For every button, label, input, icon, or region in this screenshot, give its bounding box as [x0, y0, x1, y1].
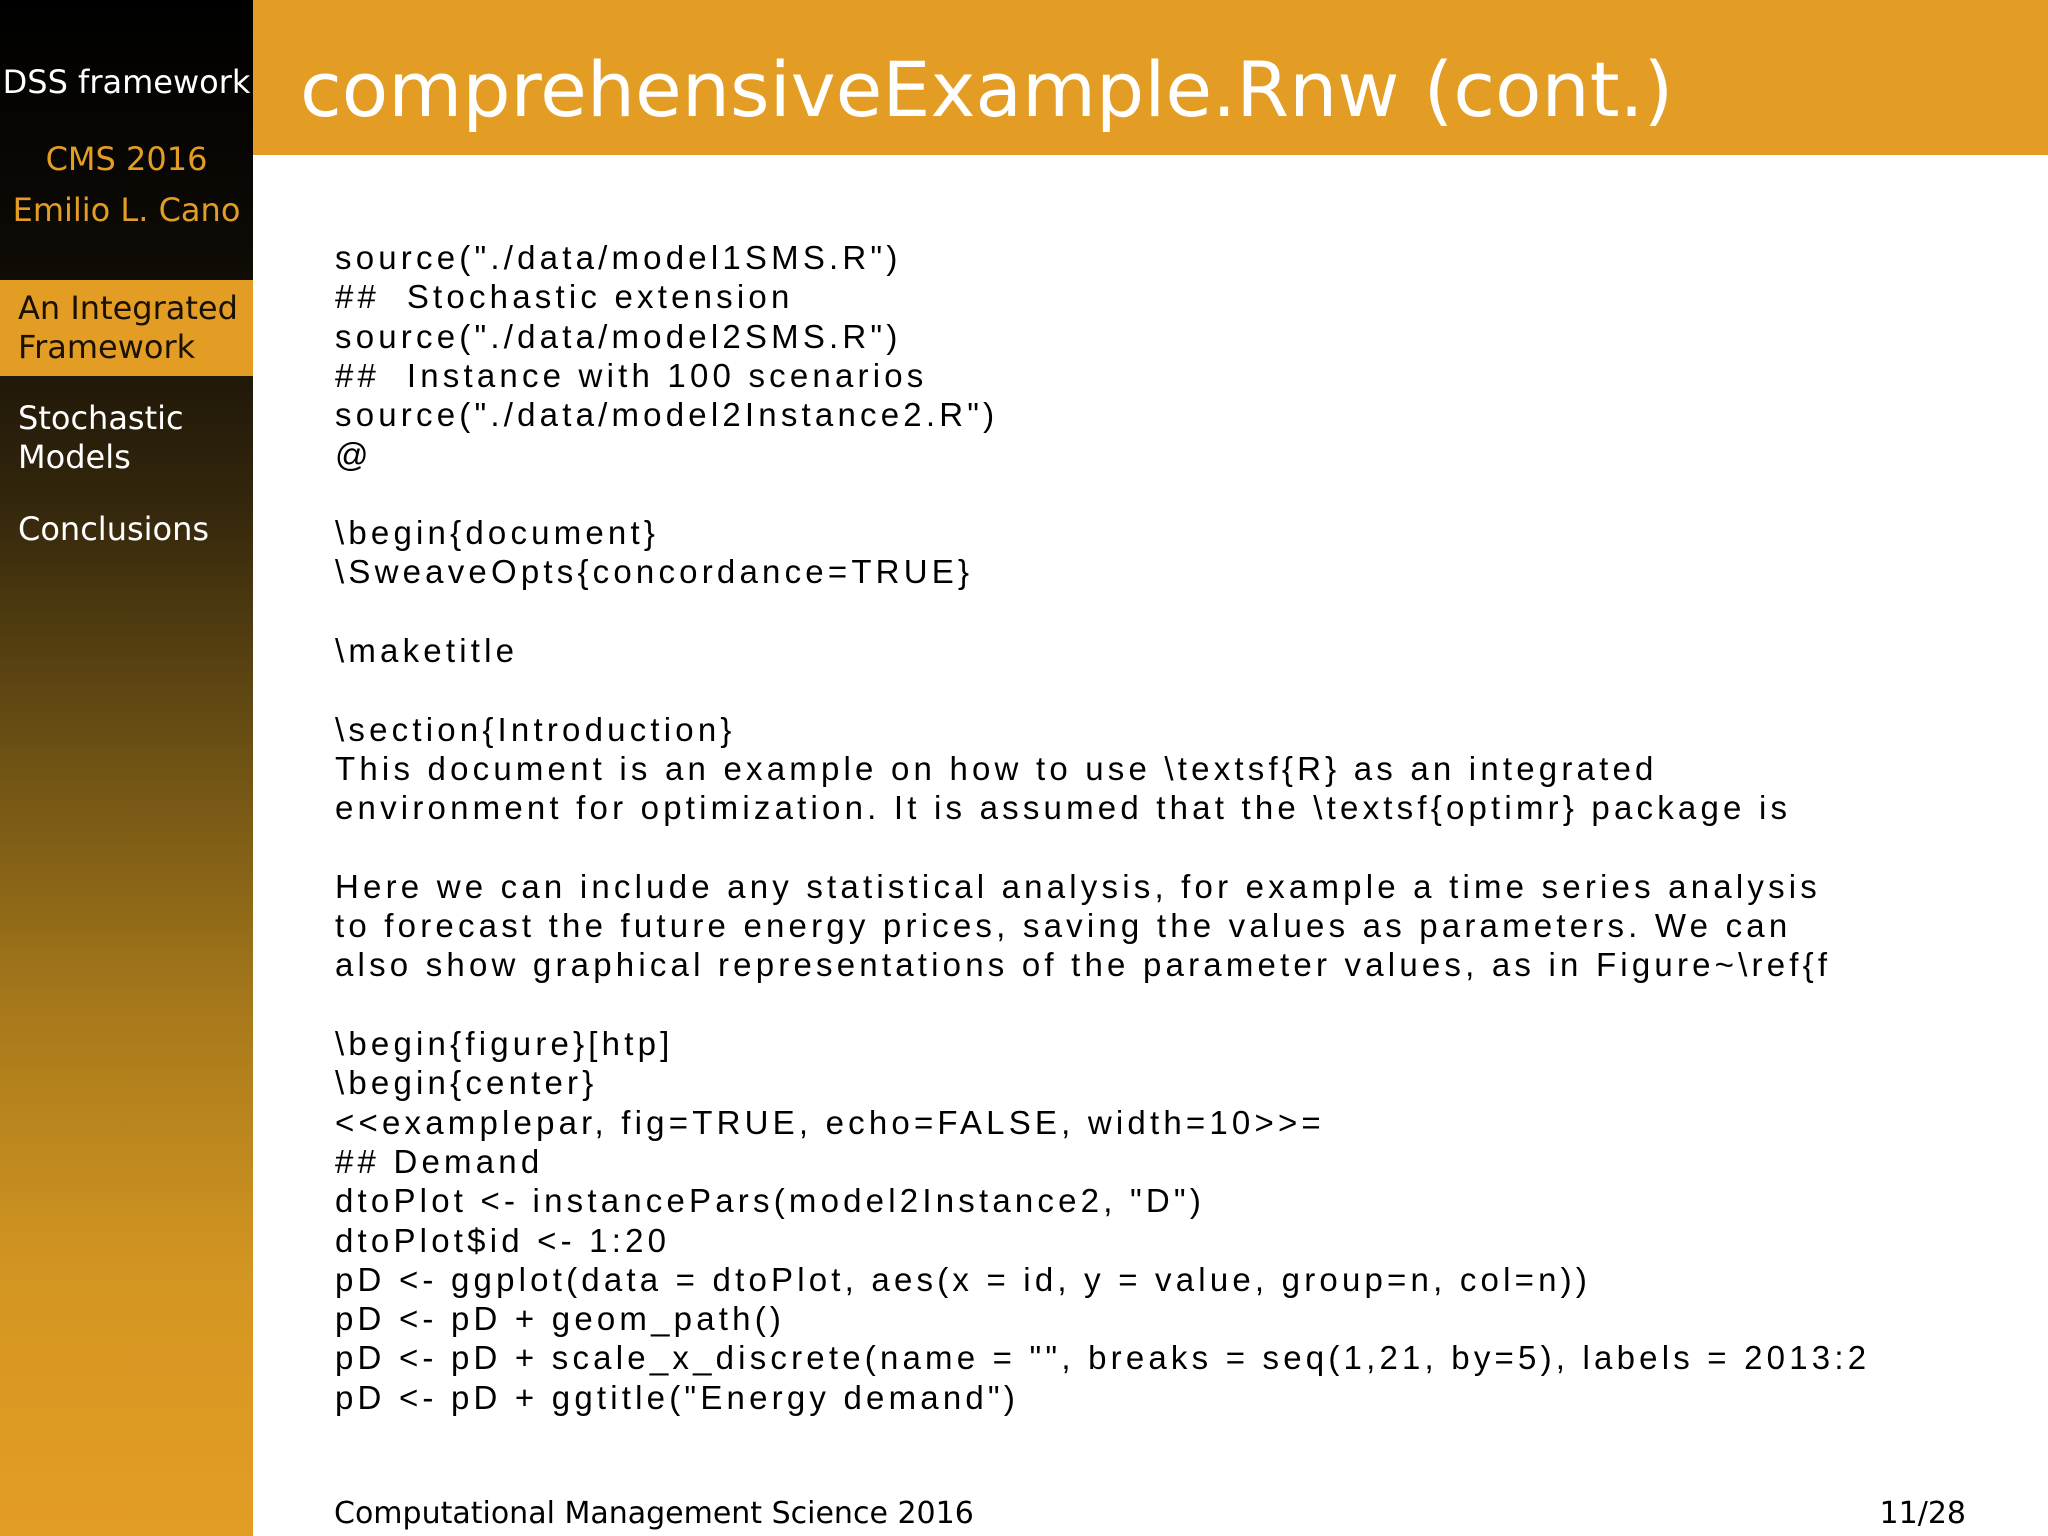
- code-line: \begin{figure}[htp]: [335, 1025, 674, 1062]
- code-line: to forecast the future energy prices, saving the values as parameters. We can: [335, 907, 1792, 945]
- sidebar-item-label: Stochastic: [18, 399, 184, 437]
- code-listing: [253, 160, 2048, 1460]
- code-line: Here we can include any statistical analysis, for example a time series analysis: [335, 867, 1822, 905]
- code-line: @: [335, 435, 373, 473]
- sidebar-item-conclusions[interactable]: [18, 510, 250, 549]
- code-line: \SweaveOpts{concordance=TRUE}: [335, 553, 974, 591]
- code-line: source("./data/model1SMS.R"): [335, 239, 902, 276]
- sidebar-item-label: Conclusions: [18, 510, 210, 548]
- code-line: ## Instance with 100 scenarios: [335, 356, 928, 394]
- code-line: pD <- ggplot(data = dtoPlot, aes(x = id, y = value, group=n, col=n)): [335, 1260, 1592, 1298]
- footer-event: Computational Management Science 2016: [334, 1496, 974, 1531]
- page-number: 11/28: [1879, 1496, 1966, 1531]
- code-line: source("./data/model2Instance2.R"): [335, 396, 999, 434]
- conference-name: CMS 2016: [45, 140, 208, 178]
- sidebar-item-stochastic-models[interactable]: [18, 399, 250, 477]
- code-line: dtoPlot <- instancePars(model2Instance2, "D"): [335, 1182, 1206, 1220]
- code-line: pD <- pD + ggtitle("Energy demand"): [335, 1378, 1020, 1416]
- code-line: \begin{document}: [335, 514, 660, 552]
- sidebar-item-label: An Integrated: [18, 289, 238, 327]
- presentation-title[interactable]: DSS framework: [2, 63, 251, 101]
- code-line: dtoPlot$id <- 1:20: [335, 1221, 671, 1259]
- code-line: This document is an example on how to use \textsf{R} as an integrated: [335, 749, 1658, 787]
- code-line: \begin{center}: [335, 1064, 598, 1102]
- code-line: \section{Introduction}: [335, 710, 736, 748]
- code-line: <<examplepar, fig=TRUE, echo=FALSE, width=10>>=: [335, 1103, 1325, 1141]
- code-line: source("./data/model2SMS.R"): [335, 317, 902, 355]
- code-line: \maketitle: [335, 632, 519, 669]
- code-line: pD <- pD + scale_x_discrete(name = "", breaks = seq(1,21, by=5), labels = 2013:2: [335, 1339, 1871, 1377]
- code-line: environment for optimization. It is assumed that the \textsf{optimr} package is: [335, 789, 1792, 827]
- author-name: Emilio L. Cano: [12, 191, 241, 229]
- sidebar-item-label: Models: [18, 438, 131, 476]
- sidebar-item-label: Framework: [18, 328, 196, 366]
- code-line: pD <- pD + geom_path(): [335, 1300, 786, 1338]
- code-line: ## Stochastic extension: [335, 278, 794, 316]
- code-line: also show graphical representations of the parameter values, as in Figure~\ref{f: [335, 946, 1832, 984]
- frame-title: comprehensiveExample.Rnw (cont.): [300, 45, 1674, 134]
- code-line: ## Demand: [335, 1142, 544, 1180]
- sidebar-item-integrated-framework[interactable]: [18, 289, 250, 367]
- sidebar: [0, 0, 253, 1536]
